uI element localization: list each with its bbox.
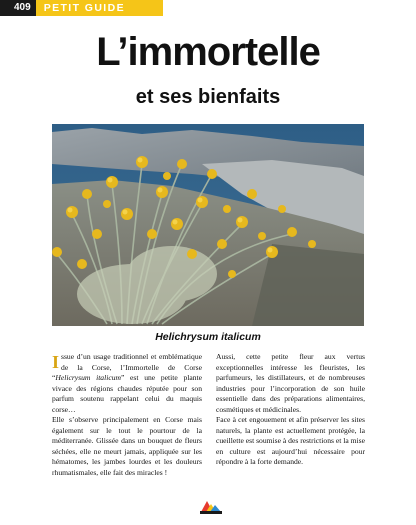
page-title: L’immortelle	[96, 30, 320, 74]
body-text: ” est une petite plante vivace des régions chaudes réputée pour son parfum soutenu rappelant celui du maquis corse…	[52, 373, 202, 414]
photo-caption: Helichrysum italicum	[155, 331, 261, 343]
body-text: ssue d’un usage traditionnel et emblématique de la Corse, l’Immortelle de Corse “	[52, 352, 202, 382]
publisher-logo	[197, 499, 225, 515]
series-banner	[0, 0, 163, 16]
body-paragraph	[52, 352, 202, 415]
body-paragraph: Face à cet engouement et afin préserver les sites naturels, la plante est actuellement protégée, la cueillette est soumise à des restrictions et la mise en culture est aujourd’hui nécessaire pour répondre à la forte demande.	[216, 415, 365, 466]
immortelle-flowers-photo	[52, 124, 364, 326]
page-subtitle: et ses bienfaits	[135, 86, 281, 108]
series-number: 409	[0, 0, 36, 16]
series-name: PETIT GUIDE	[36, 0, 163, 16]
drop-cap: I	[52, 352, 60, 372]
body-paragraph: Aussi, cette petite fleur aux vertus exceptionnelles intéresse les fleuristes, les parfumeurs, les distillateurs, et de nombreuses industries pour l’incorporation de son huile essentielle dans des préparations alimentaires, cosmétiques et médicinales.	[216, 352, 365, 414]
body-column-right	[216, 352, 365, 468]
body-text-italic: Helicrysum italicum	[55, 373, 121, 382]
body-column-left	[52, 352, 202, 478]
body-paragraph: Elle s’observe principalement en Corse mais également sur le tout le pourtour de la méditerranée. Glissée dans un bouquet de fleurs séchées, elle ne meurt jamais, appliquée sur les hématomes, les jambes lourdes et les douleurs rhumatismales, elle fait des miracles !	[52, 415, 202, 477]
